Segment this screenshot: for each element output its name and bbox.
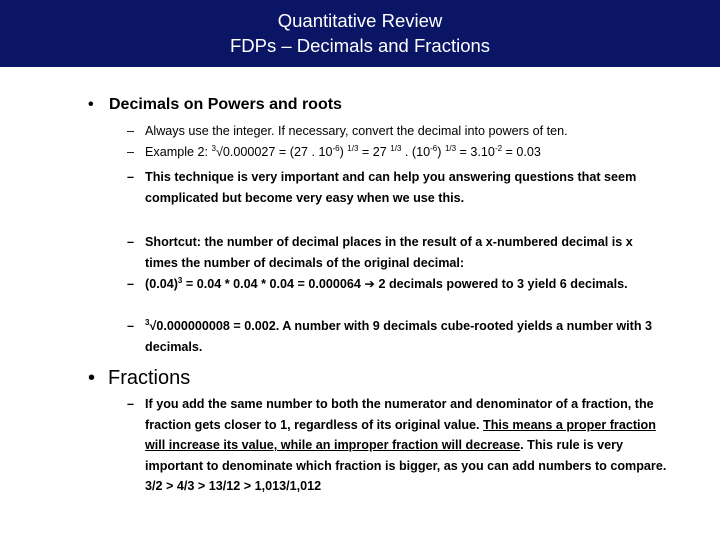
bullet-heading: Fractions <box>108 367 191 389</box>
sub-item <box>127 167 667 208</box>
bullet-heading: Decimals on Powers and roots <box>109 96 342 113</box>
dash-marker: – <box>127 397 135 411</box>
underlined-text: This means a proper fraction will increase its value, while an improper fraction will decrease <box>145 417 656 453</box>
sub-item <box>127 274 667 295</box>
slide-subtitle: FDPs – Decimals and Fractions <box>229 35 491 56</box>
sub-item-text: $^3$√0.000000008 = 0.002. A number with 9 decimals cube-rooted yields a number with 3 decimals. <box>145 318 653 354</box>
sub-item <box>127 316 667 357</box>
dash-marker: – <box>127 277 135 291</box>
arrow-icon: ➔ <box>364 277 375 291</box>
sub-item-shortcut <box>127 232 667 273</box>
dash-marker: – <box>127 145 135 159</box>
slide-title: Quantitative Review <box>277 10 443 31</box>
sub-item-example <box>127 142 667 163</box>
dash-marker: – <box>127 124 135 138</box>
bullet-marker: • <box>88 96 94 113</box>
sub-item-text: This technique is very important and can help you answering questions that seem complicated but become very easy when we use this. <box>145 170 637 205</box>
bullet-marker: • <box>88 367 96 389</box>
dash-marker: – <box>127 319 135 333</box>
sub-item <box>127 121 667 142</box>
dash-marker: – <box>127 235 135 249</box>
sub-item-text: Always use the integer. If necessary, convert the decimal into powers of ten. <box>145 124 568 138</box>
sub-item-text: Example 2: $^3$√0.000027 = (27 . $10^{-6}$) $^{1/3}$ = 27 $^{1/3}$ . $(10^{-6}) ^{1/3} = 3.10^{-2} = 0.03$ <box>145 144 541 159</box>
sub-item-fractions-rule <box>127 394 667 497</box>
dash-marker: – <box>127 170 135 184</box>
sub-item-text: If you add the same number to both the numerator and denominator of a fraction, the fraction gets closer to 1, regardless of its original value. This means a proper fraction will increase its value, while an improper fraction will decrease. This rule is very important to denominate which fraction is bigger, as you can add numbers to compare. 3/2 > 4/3 > 13/12 > 1,013/1,012 <box>145 397 667 494</box>
sub-item-text: $(0.04)^3 = 0.04 * 0.04 * 0.04 = 0.000064$ ➔ 2 decimals powered to 3 yield 6 decimals. <box>145 276 628 291</box>
sub-item-text: Shortcut: the number of decimal places in the result of a x-numbered decimal is x times the number of decimals of the original decimal: <box>145 235 633 270</box>
